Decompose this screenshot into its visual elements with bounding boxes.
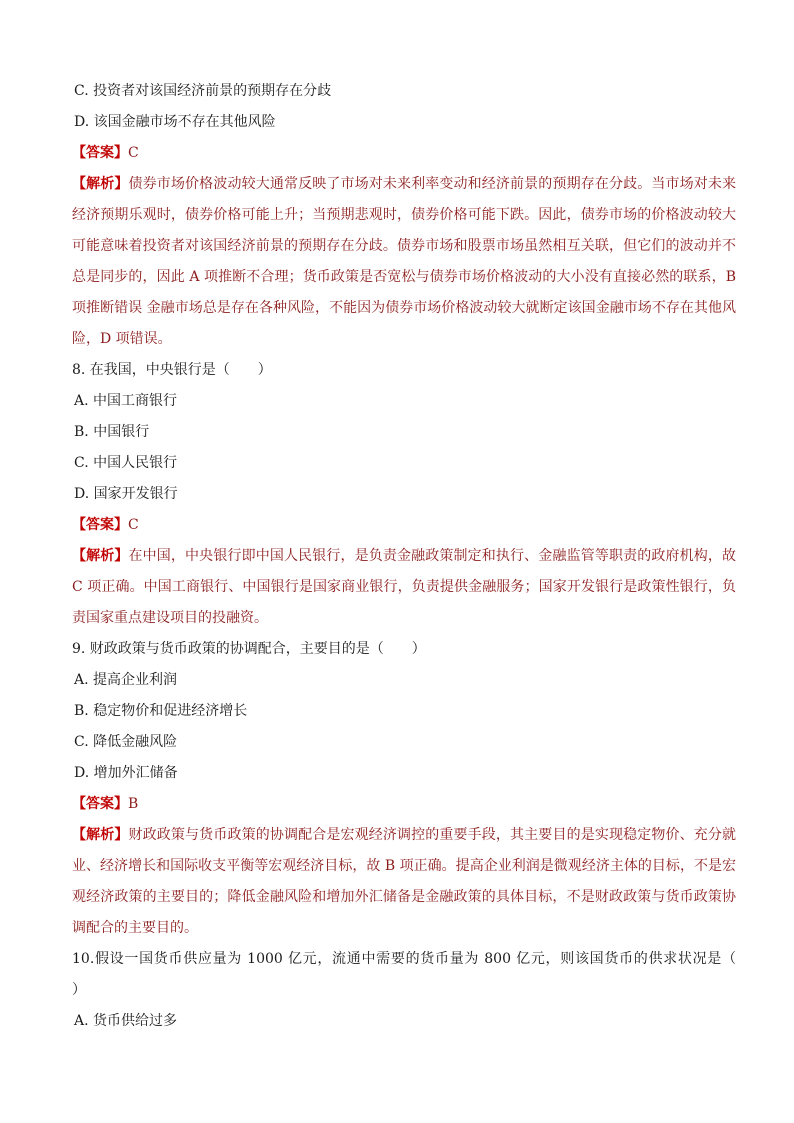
q8-analysis	[72, 541, 736, 634]
option-text: 提高企业利润	[93, 672, 178, 688]
q10-stem: 10.假设一国货币供应量为 1000 亿元，流通中需要的货币量为 800 亿元，则该国货币的供求状况是（ ）	[72, 951, 764, 998]
option-label: B.	[74, 424, 89, 440]
option-label: C.	[74, 83, 89, 99]
q8-option-b	[72, 417, 736, 448]
option-label: D.	[74, 486, 90, 502]
content-block	[72, 76, 764, 1037]
option-label: A.	[74, 393, 89, 409]
q9-option-a	[72, 665, 736, 696]
option-text: 中国工商银行	[93, 393, 178, 409]
option-label: A.	[74, 1013, 89, 1029]
answer-value: C	[128, 145, 139, 161]
analysis-text: 财政政策与货币政策的协调配合是宏观经济调控的重要手段，其主要目的是实现稳定物价、充分就业、经济增长和国际收支平衡等宏观经济目标，故 B 项正确。提高企业利润是微观经济主体的目标，不是宏观经济政策的主要目的；降低金融风险和增加外汇储备是金融政策的具体目标，不是财政政策与货币政策协调配合的主要目的。	[72, 827, 737, 936]
option-text: 降低金融风险	[93, 734, 178, 750]
option-text: 增加外汇储备	[93, 765, 178, 781]
option-text: 国家开发银行	[93, 486, 178, 502]
analysis-tag: 【解析】	[72, 176, 129, 192]
q10-option-a	[72, 1006, 736, 1037]
option-label: B.	[74, 703, 89, 719]
option-text: 中国人民银行	[93, 455, 178, 471]
option-label: C.	[74, 734, 89, 750]
q8-option-d	[72, 479, 736, 510]
analysis-text: 债券市场价格波动较大通常反映了市场对未来利率变动和经济前景的预期存在分歧。当市场对未来经济预期乐观时，债券价格可能上升；当预期悲观时，债券价格可能下跌。因此，债券市场的价格波动较大可能意味着投资者对该国经济前景的预期存在分歧。债券市场和股票市场虽然相互关联，但它们的波动并不总是同步的，因此 A 项推断不合理；货币政策是否宽松与债券市场价格波动的大小没有直接必然的联系，B 项推断错误 金融市场总是存在各种风险，不能因为债券市场价格波动较大就断定该国金融市场不存在其他风险，D 项错误。	[72, 176, 737, 347]
answer-value: C	[128, 517, 139, 533]
q8-stem: 8. 在我国，中央银行是（ ）	[72, 362, 272, 378]
answer-tag: 【答案】	[72, 145, 128, 161]
option-label: D.	[74, 114, 90, 130]
answer-value: B	[128, 796, 139, 812]
analysis-text: 在中国，中央银行即中国人民银行，是负责金融政策制定和执行、金融监管等职责的政府机构，故 C 项正确。中国工商银行、中国银行是国家商业银行，负责提供金融服务；国家开发银行是政策性银行，负责国家重点建设项目的投融资。	[72, 548, 737, 626]
option-text: 投资者对该国经济前景的预期存在分歧	[93, 83, 332, 99]
q9-option-d	[72, 758, 736, 789]
q8-option-a	[72, 386, 736, 417]
q9-answer	[72, 789, 736, 820]
q9-stem: 9. 财政政策与货币政策的协调配合，主要目的是（ ）	[72, 641, 426, 657]
q8-option-c	[72, 448, 736, 479]
answer-tag: 【答案】	[72, 517, 128, 533]
q7-option-c	[72, 76, 736, 107]
q8-answer	[72, 510, 736, 541]
option-text: 稳定物价和促进经济增长	[93, 703, 248, 719]
option-text: 中国银行	[93, 424, 150, 440]
analysis-tag: 【解析】	[72, 548, 129, 564]
analysis-tag: 【解析】	[72, 827, 129, 843]
option-text: 货币供给过多	[93, 1013, 178, 1029]
option-text: 该国金融市场不存在其他风险	[93, 114, 276, 130]
q7-option-d	[72, 107, 736, 138]
q9-option-b	[72, 696, 736, 727]
option-label: A.	[74, 672, 89, 688]
q9-analysis	[72, 820, 736, 944]
q7-analysis	[72, 169, 736, 355]
q7-answer	[72, 138, 736, 169]
answer-tag: 【答案】	[72, 796, 128, 812]
option-label: C.	[74, 455, 89, 471]
option-label: D.	[74, 765, 90, 781]
q9-option-c	[72, 727, 736, 758]
